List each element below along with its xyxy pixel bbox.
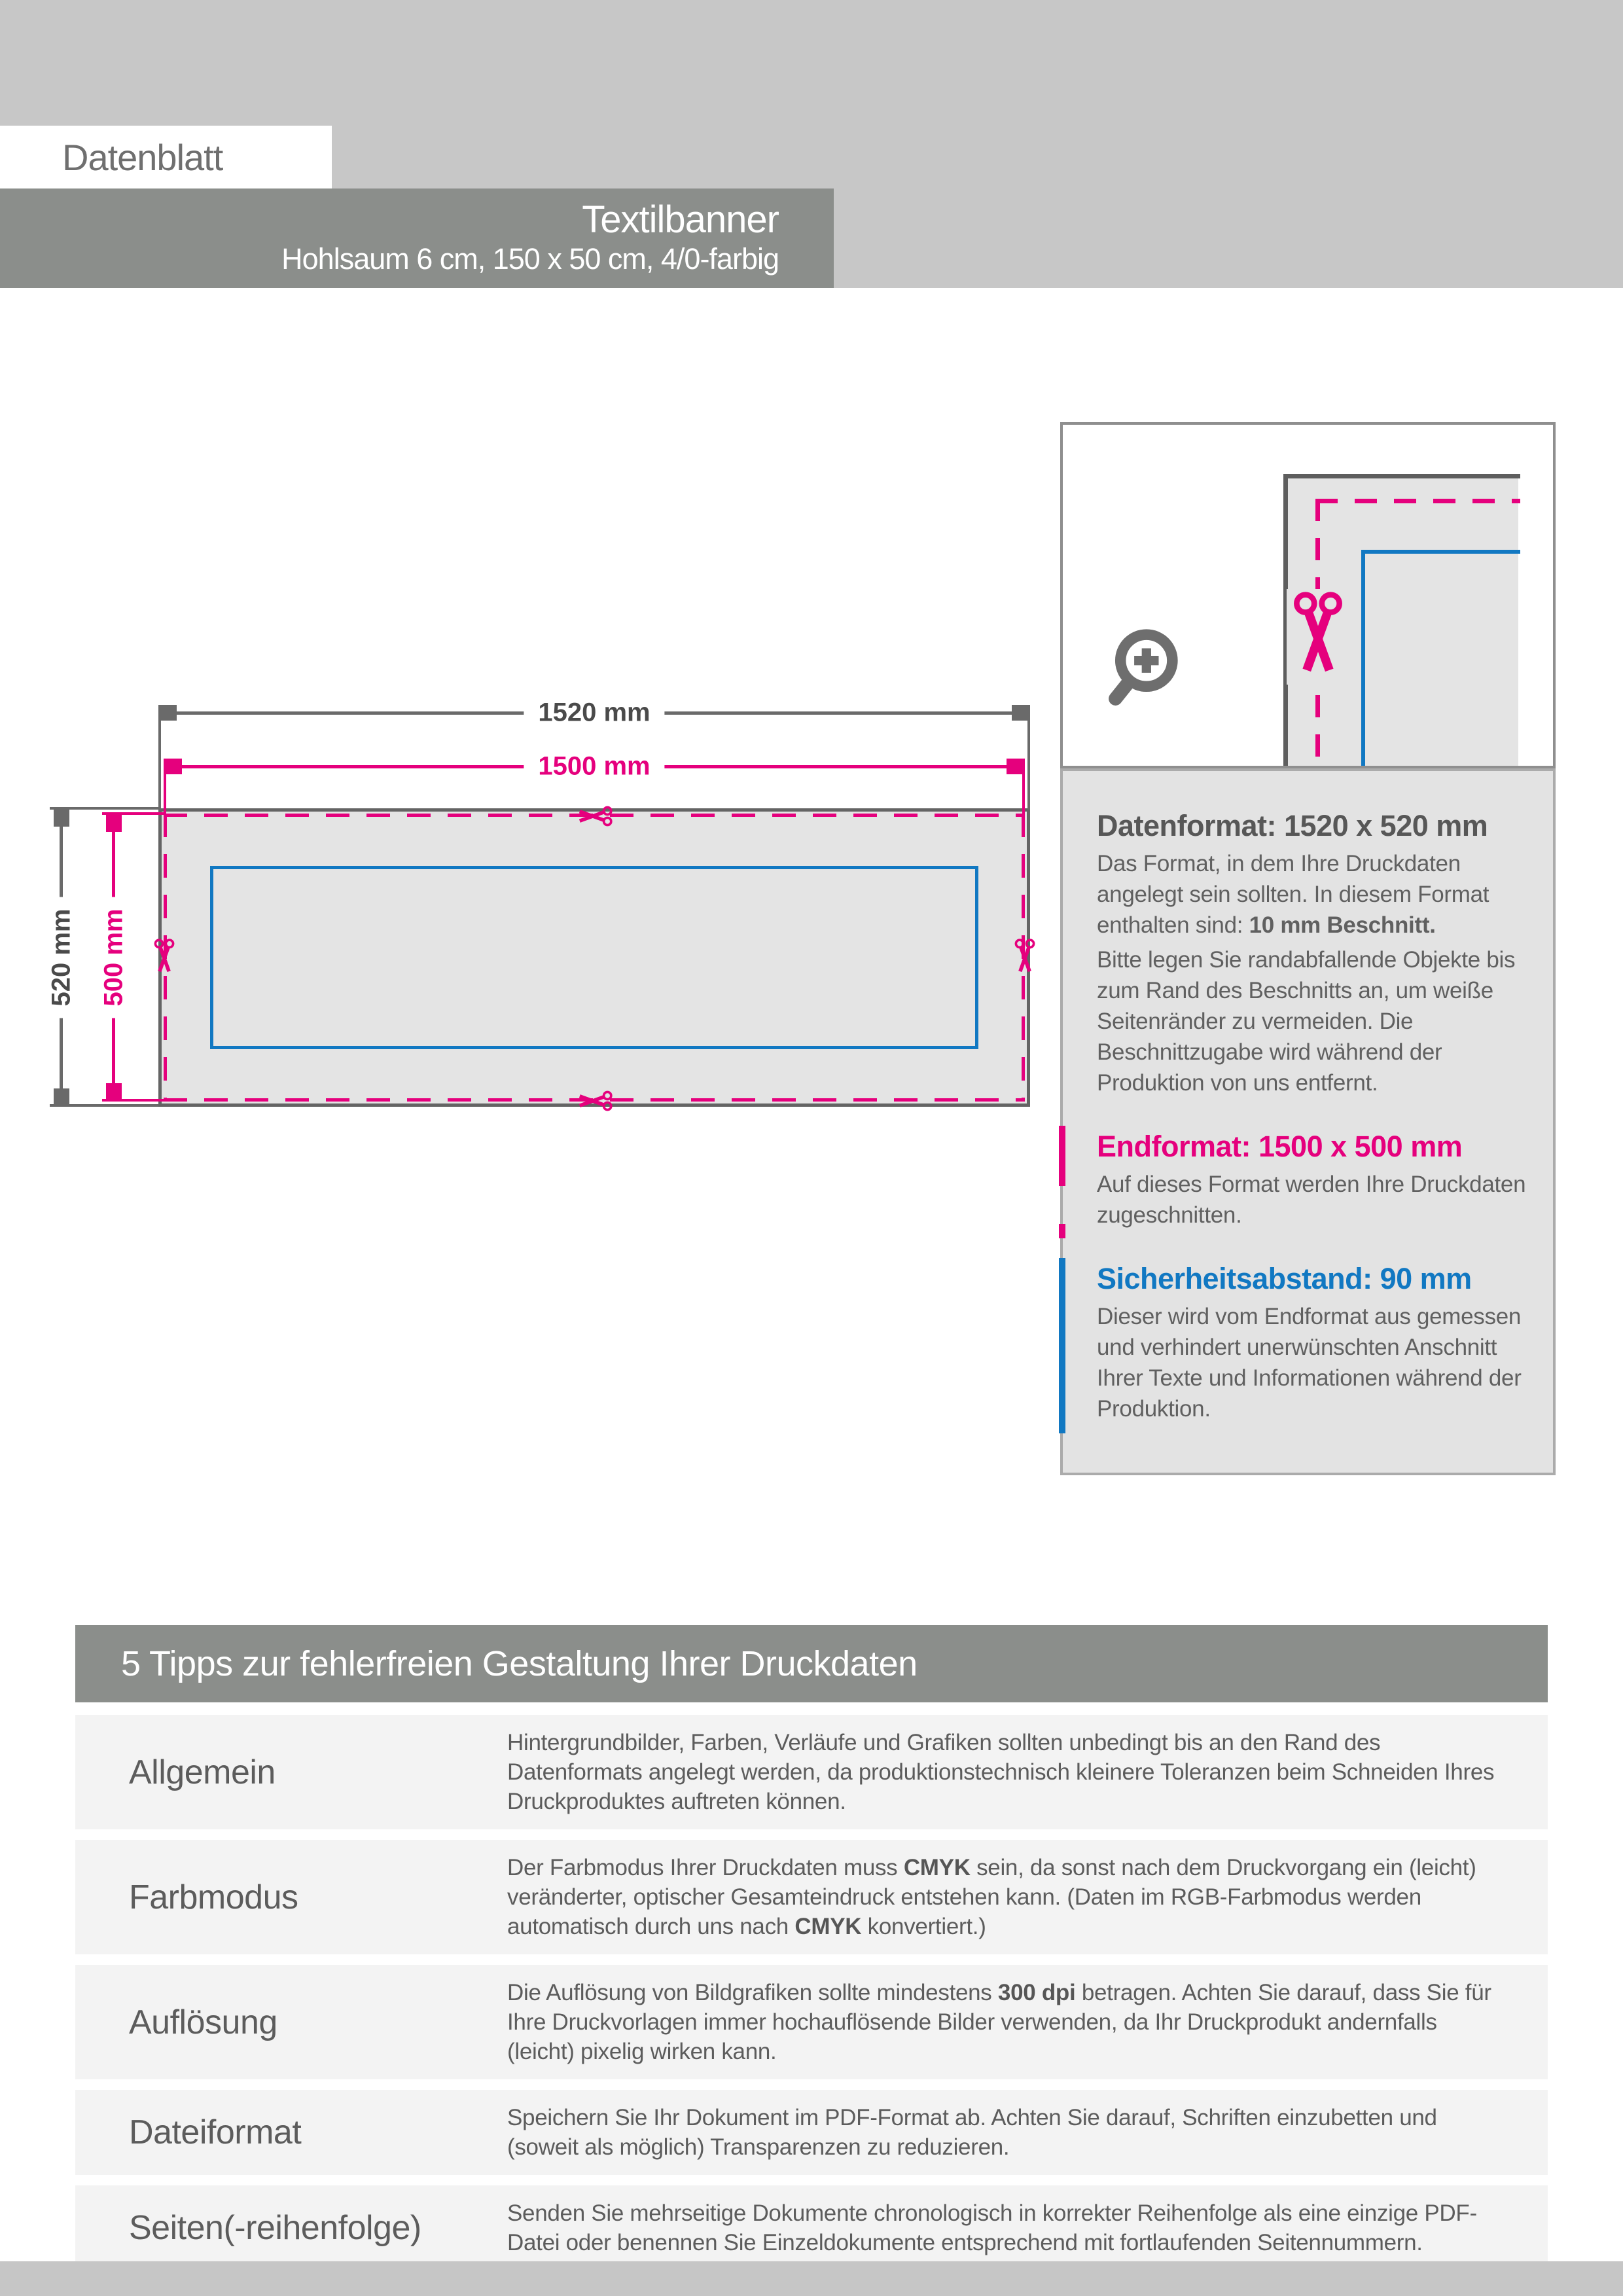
sicherheitsabstand-block	[1097, 1261, 1527, 1424]
tip-label: Seiten(-reihenfolge)	[129, 2209, 421, 2247]
dim-height-outer-label: 520 mm	[46, 897, 78, 1018]
extension-line	[1027, 711, 1030, 810]
dim-width-outer-label: 1520 mm	[524, 697, 664, 729]
tip-label: Auflösung	[129, 2003, 277, 2041]
tips-header-bar	[75, 1625, 1548, 1702]
tip-body: Die Auflösung von Bildgrafiken sollte mindestens 300 dpi betragen. Achten Sie darauf, dass Sie für Ihre Druckvorlagen immer hochauflösende Bilder verwenden, da Ihr Druckprodukt andernfalls (leicht) pixelig wirken kann.	[507, 1980, 1491, 2064]
bleed-note: Bitte legen Sie randabfallende Objekte bis zum Rand des Beschnitts an, um weiße Seitenränder zu vermeiden. Die Beschnittzugabe wird während der Produktion von uns entfernt.	[1097, 947, 1516, 1096]
product-name: Textilbanner	[582, 198, 779, 241]
tips-title: 5 Tipps zur fehlerfreien Gestaltung Ihrer Druckdaten	[121, 1644, 918, 1683]
arrowhead-up-icon	[106, 814, 122, 832]
tip-body: Der Farbmodus Ihrer Druckdaten muss CMYK sein, da sonst nach dem Druckvorgang ein (leicht) veränderter, optischer Gesamteindruck entstehen kann. (Daten im RGB-Farbmodus werden automatisch durch uns nach CMYK konvertiert.)	[507, 1855, 1476, 1939]
arrowhead-left-icon	[164, 759, 182, 774]
endformat-edge-bar	[1059, 1126, 1065, 1238]
tip-body: Speichern Sie Ihr Dokument im PDF-Format ab. Achten Sie darauf, Schriften einzubetten und (soweit als möglich) Transparenzen zu reduzieren.	[507, 2105, 1437, 2160]
sicherheitsabstand-heading: Sicherheitsabstand: 90 mm	[1097, 1262, 1472, 1295]
magnifier-plus-icon	[1105, 623, 1191, 709]
safety-edge-bar	[1059, 1258, 1065, 1433]
arrowhead-left-icon	[158, 705, 177, 721]
page-title: Datenblatt	[62, 136, 223, 178]
tip-row-farbmodus	[75, 1840, 1548, 1954]
tip-row-allgemein	[75, 1715, 1548, 1829]
footer-band	[0, 2261, 1623, 2296]
safety-area-rect	[210, 866, 978, 1049]
endformat-block	[1097, 1128, 1527, 1230]
scissors-icon	[151, 938, 178, 977]
detail-safety-edge	[1361, 550, 1365, 766]
detail-endformat-dashed	[1315, 499, 1520, 503]
scissors-icon	[1287, 589, 1349, 685]
extension-line	[102, 1099, 165, 1102]
detail-safety-edge	[1361, 550, 1520, 554]
datenformat-block	[1097, 808, 1527, 1098]
dim-width-inner-label: 1500 mm	[524, 751, 664, 783]
tip-label: Dateiformat	[129, 2113, 302, 2151]
detail-datenformat-edge	[1283, 474, 1520, 478]
tip-body: Hintergrundbilder, Farben, Verläufe und Grafiken sollten unbedingt bis an den Rand des Datenformats angelegt werden, da produktionstechnisch kleinere Toleranzen beim Schneiden Ihres Druckproduktes auftreten können.	[507, 1730, 1495, 1814]
tip-row-dateiformat	[75, 2090, 1548, 2175]
product-title-bar	[0, 188, 834, 288]
extension-line	[50, 1104, 158, 1107]
product-variant: Hohlsaum 6 cm, 150 x 50 cm, 4/0-farbig	[281, 242, 779, 276]
extension-line	[164, 765, 166, 825]
extension-line	[50, 807, 158, 810]
dim-height-inner-label: 500 mm	[98, 897, 130, 1018]
endformat-heading: Endformat: 1500 x 500 mm	[1097, 1130, 1463, 1163]
tip-row-aufloesung	[75, 1965, 1548, 2079]
endformat-body: Auf dieses Format werden Ihre Druckdaten zugeschnitten.	[1097, 1172, 1526, 1228]
extension-line	[158, 711, 161, 810]
tips-table	[75, 1715, 1548, 2281]
sicherheitsabstand-body: Dieser wird vom Endformat aus gemessen und verhindert unerwünschten Anschnitt Ihrer Texte und Informationen während der Produktion.	[1097, 1304, 1522, 1422]
datenblatt-label-box	[0, 126, 332, 188]
extension-line	[1022, 765, 1025, 825]
tip-label: Farbmodus	[129, 1878, 298, 1916]
scissors-icon	[574, 1087, 613, 1115]
tip-label: Allgemein	[129, 1753, 276, 1791]
datenformat-body: Das Format, in dem Ihre Druckdaten angelegt sein sollten. In diesem Format enthalten sind: 10 mm Beschnitt.	[1097, 851, 1489, 938]
scissors-icon	[574, 802, 613, 830]
tip-row-seitenreihenfolge	[75, 2185, 1548, 2270]
datenformat-heading: Datenformat: 1520 x 520 mm	[1097, 809, 1488, 842]
scissors-icon	[1011, 938, 1039, 977]
tip-body: Senden Sie mehrseitige Dokumente chronologisch in korrekter Reihenfolge als eine einzige PDF-Datei oder benennen Sie Einzeldokumente entsprechend mit fortlaufenden Seitennummern.	[507, 2200, 1477, 2255]
extension-line	[102, 812, 165, 815]
info-panel	[1060, 768, 1556, 1475]
arrowhead-up-icon	[54, 808, 69, 827]
